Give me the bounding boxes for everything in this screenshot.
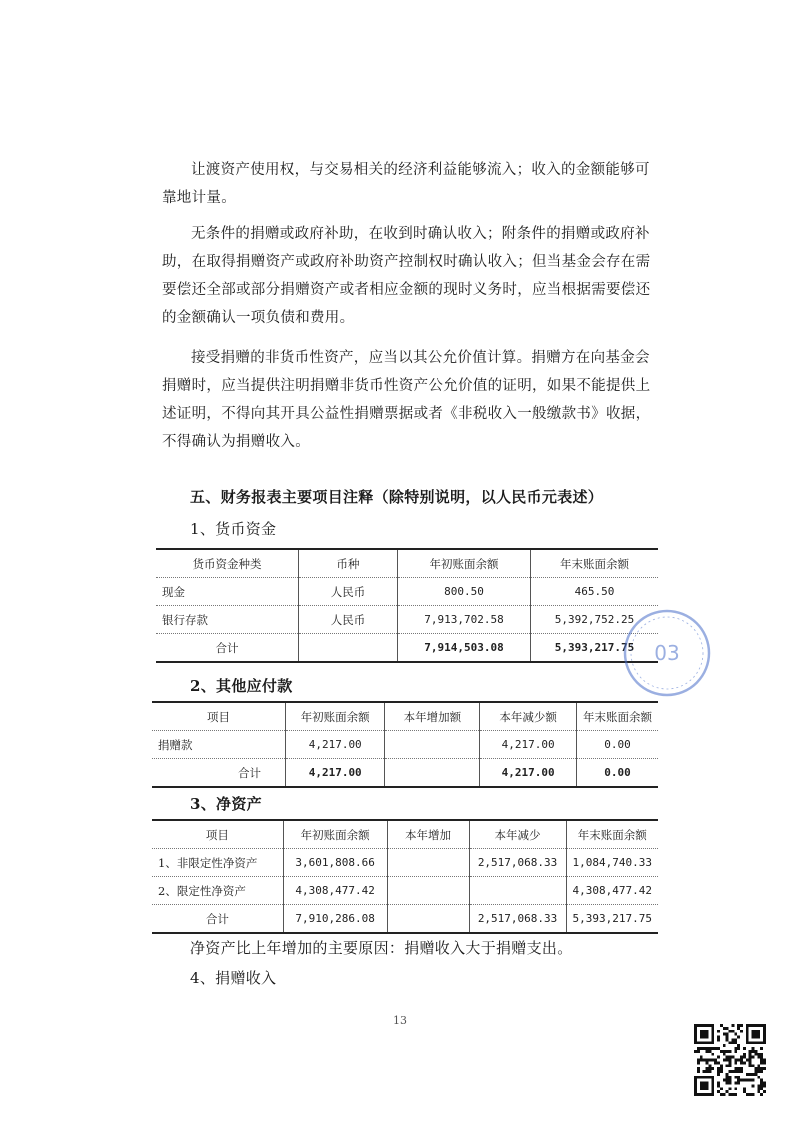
table-row xyxy=(152,849,658,877)
column-header: 年末账面余额 xyxy=(531,549,659,578)
column-header: 本年减少额 xyxy=(480,702,577,731)
column-header: 项目 xyxy=(152,820,283,849)
table-cell: 5,392,752.25 xyxy=(531,606,659,634)
table-cell: 5,393,217.75 xyxy=(531,634,659,663)
table-cell: 人民币 xyxy=(299,606,398,634)
paragraph-donation-recognition: 无条件的捐赠或政府补助，在收到时确认收入；附条件的捐赠或政府补助，在取得捐赠资产或政府补助资产控制权时确认收入；但当基金会存在需要偿还全部或部分捐赠资产或者相应金额的现时义务时，应当根据需要偿还的金额确认一项负债和费用。 xyxy=(162,226,651,326)
column-header: 年初账面余额 xyxy=(283,820,387,849)
page-number: 13 xyxy=(393,1014,407,1027)
table3-title: 3、净资产 xyxy=(190,795,262,813)
table-cell: 4,308,477.42 xyxy=(283,877,387,905)
table-row xyxy=(156,578,658,606)
qr-code-icon xyxy=(694,1024,766,1096)
table-cell: 捐赠款 xyxy=(152,731,285,759)
table2-title: 2、其他应付款 xyxy=(190,677,293,695)
paragraph-revenue-recognition: 让渡资产使用权，与交易相关的经济利益能够流入；收入的金额能够可靠地计量。 xyxy=(162,162,650,206)
table-cell: 合计 xyxy=(152,759,285,788)
table-row-total xyxy=(156,634,658,663)
stamp-number: 03 xyxy=(654,641,680,665)
table-cell: 4,217.00 xyxy=(285,759,384,788)
table-cell xyxy=(387,849,469,877)
table-cell: 人民币 xyxy=(299,578,398,606)
table-cell xyxy=(385,731,480,759)
other-payables-table xyxy=(152,701,658,788)
column-header: 年初账面余额 xyxy=(285,702,384,731)
table-row xyxy=(152,731,658,759)
net-assets-table xyxy=(152,819,658,934)
table-cell: 465.50 xyxy=(531,578,659,606)
table-cell xyxy=(387,877,469,905)
table-cell: 4,217.00 xyxy=(480,759,577,788)
table-cell: 合计 xyxy=(152,905,283,934)
column-header: 项目 xyxy=(152,702,285,731)
table-cell: 2,517,068.33 xyxy=(469,905,566,934)
net-assets-note: 净资产比上年增加的主要原因：捐赠收入大于捐赠支出。 xyxy=(190,939,573,957)
column-header: 年末账面余额 xyxy=(566,820,658,849)
table1-title: 1、货币资金 xyxy=(190,520,277,538)
table-row-total xyxy=(152,759,658,788)
table-cell: 5,393,217.75 xyxy=(566,905,658,934)
table-cell: 2,517,068.33 xyxy=(469,849,566,877)
table-cell: 现金 xyxy=(156,578,299,606)
table-cell: 1,084,740.33 xyxy=(566,849,658,877)
table-cell: 7,910,286.08 xyxy=(283,905,387,934)
column-header: 年末账面余额 xyxy=(577,702,659,731)
table-cell: 银行存款 xyxy=(156,606,299,634)
column-header: 本年增加额 xyxy=(385,702,480,731)
column-header: 币种 xyxy=(299,549,398,578)
table-cell: 1、非限定性净资产 xyxy=(152,849,283,877)
cash-table xyxy=(156,548,658,663)
table-cell: 4,308,477.42 xyxy=(566,877,658,905)
table-cell: 7,913,702.58 xyxy=(398,606,531,634)
table-cell: 0.00 xyxy=(577,731,659,759)
table-cell: 4,217.00 xyxy=(285,731,384,759)
table-header-row xyxy=(156,549,658,578)
table-cell: 4,217.00 xyxy=(480,731,577,759)
table-row-total xyxy=(152,905,658,934)
table-cell xyxy=(385,759,480,788)
table-cell xyxy=(387,905,469,934)
section-heading: 五、财务报表主要项目注释（除特别说明，以人民币元表述） xyxy=(190,488,604,506)
table-cell: 800.50 xyxy=(398,578,531,606)
column-header: 本年减少 xyxy=(469,820,566,849)
table4-title: 4、捐赠收入 xyxy=(190,969,277,987)
table-cell: 合计 xyxy=(156,634,299,663)
table-cell xyxy=(299,634,398,663)
column-header: 货币资金种类 xyxy=(156,549,299,578)
paragraph-nonmonetary-donation: 接受捐赠的非货币性资产，应当以其公允价值计算。捐赠方在向基金会捐赠时，应当提供注明捐赠非货币性资产公允价值的证明，如果不能提供上述证明，不得向其开具公益性捐赠票据或者《非税收入一般缴款书》收据，不得确认为捐赠收入。 xyxy=(162,350,651,450)
column-header: 年初账面余额 xyxy=(398,549,531,578)
table-cell: 2、限定性净资产 xyxy=(152,877,283,905)
table-cell: 0.00 xyxy=(577,759,659,788)
column-header: 本年增加 xyxy=(387,820,469,849)
table-header-row xyxy=(152,702,658,731)
table-row xyxy=(156,606,658,634)
table-header-row xyxy=(152,820,658,849)
table-row xyxy=(152,877,658,905)
table-cell: 7,914,503.08 xyxy=(398,634,531,663)
official-stamp-seal xyxy=(620,606,714,700)
table-cell: 3,601,808.66 xyxy=(283,849,387,877)
table-cell xyxy=(469,877,566,905)
